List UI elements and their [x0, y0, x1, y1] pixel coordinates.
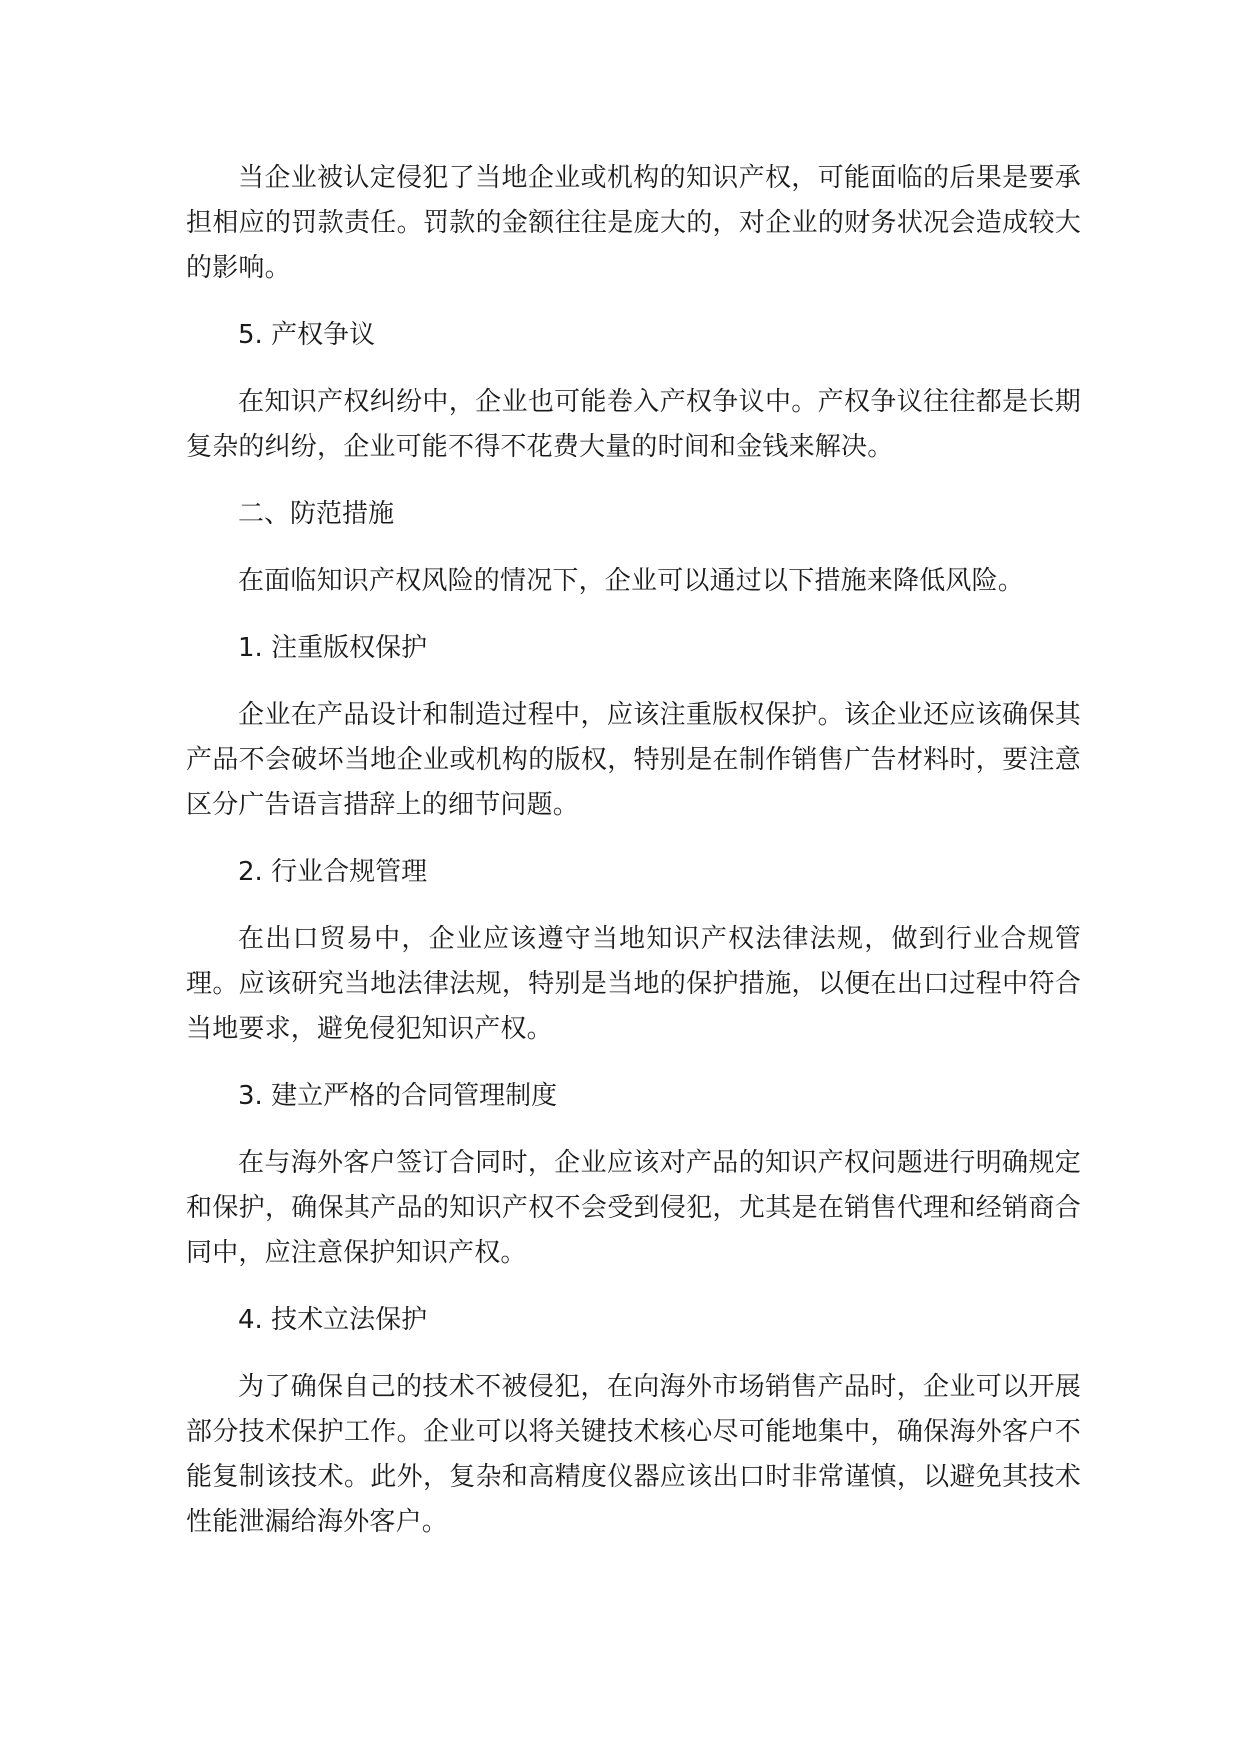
heading-contract-management: 3. 建立严格的合同管理制度	[238, 1081, 558, 1111]
paragraph-property-dispute: 在知识产权纠纷中，企业也可能卷入产权争议中。产权争议往往都是长期复杂的纠纷，企业可能不得不花费大量的时间和金钱来解决。	[186, 387, 1081, 462]
heading-copyright-protection: 1. 注重版权保护	[238, 633, 428, 663]
heading-compliance-management: 2. 行业合规管理	[238, 857, 428, 887]
heading-prevention-measures: 二、防范措施	[238, 499, 395, 529]
paragraph-copyright-protection: 企业在产品设计和制造过程中，应该注重版权保护。该企业还应该确保其产品不会破坏当地企业或机构的版权，特别是在制作销售广告材料时，要注意区分广告语言措辞上的细节问题。	[186, 700, 1081, 820]
paragraph-prevention-intro: 在面临知识产权风险的情况下，企业可以通过以下措施来降低风险。	[238, 566, 1025, 596]
paragraph-compliance-management: 在出口贸易中，企业应该遵守当地知识产权法律法规，做到行业合规管理。应该研究当地法律法规，特别是当地的保护措施，以便在出口过程中符合当地要求，避免侵犯知识产权。	[186, 924, 1081, 1044]
paragraph-contract-management: 在与海外客户签订合同时，企业应该对产品的知识产权问题进行明确规定和保护，确保其产品的知识产权不会受到侵犯，尤其是在销售代理和经销商合同中，应注意保护知识产权。	[186, 1148, 1081, 1268]
heading-technology-protection: 4. 技术立法保护	[238, 1305, 428, 1335]
document-page	[186, 156, 1081, 1567]
paragraph-penalty: 当企业被认定侵犯了当地企业或机构的知识产权，可能面临的后果是要承担相应的罚款责任。罚款的金额往往是庞大的，对企业的财务状况会造成较大的影响。	[186, 163, 1081, 283]
heading-property-dispute: 5. 产权争议	[238, 320, 376, 350]
paragraph-technology-protection: 为了确保自己的技术不被侵犯，在向海外市场销售产品时，企业可以开展部分技术保护工作。企业可以将关键技术核心尽可能地集中，确保海外客户不能复制该技术。此外，复杂和高精度仪器应该出口时非常谨慎，以避免其技术性能泄漏给海外客户。	[186, 1372, 1081, 1537]
